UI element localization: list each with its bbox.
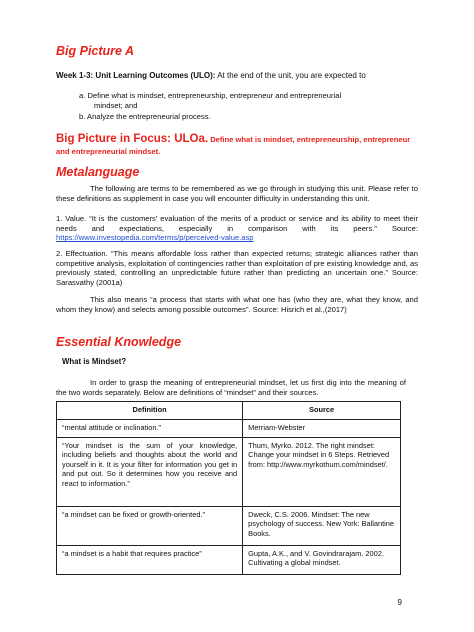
- table-row: [57, 507, 401, 546]
- outcome-a-line1: a. Define what is mindset, entrepreneurship, entrepreneur and entrepreneurial: [79, 91, 342, 100]
- essential-knowledge-heading: Essential Knowledge: [56, 335, 182, 349]
- week-outcomes-line: [56, 71, 418, 81]
- metalanguage-intro: The following are terms to be remembered as we go through in studying this unit. Please refer to these definitions as supplement in case you will encounter difficulty in understanding this unit.: [56, 184, 418, 203]
- source-cell: Merriam-Webster: [243, 420, 401, 438]
- outcome-a-line2: mindset; and: [94, 101, 138, 110]
- table-row: [57, 438, 401, 507]
- header-source: Source: [243, 402, 401, 420]
- focus-small-1: Define what is mindset, entrepreneurship, entrepreneur: [208, 135, 411, 144]
- definition-cell: “a mindset is a habit that requires practice”: [57, 546, 243, 575]
- table-header-row: [57, 402, 401, 420]
- focus-small-2: and entrepreneurial mindset.: [56, 147, 161, 156]
- focus-heading: [56, 129, 426, 156]
- metalanguage-heading: Metalanguage: [56, 165, 140, 179]
- mindset-intro: In order to grasp the meaning of entrepreneurial mindset, let us first dig into the meaning of the two words separately. Below are definitions of “mindset” and their sources.: [56, 378, 406, 397]
- big-picture-heading: Big Picture A: [56, 44, 135, 58]
- outcome-b: b. Analyze the entrepreneurial process.: [79, 112, 211, 121]
- week-text: At the end of the unit, you are expected to: [215, 71, 366, 80]
- definition-cell: “mental attitude or inclination.”: [57, 420, 243, 438]
- definition-cell: “Your mindset is the sum of your knowledge, including beliefs and thoughts about the world and yourself in it. It is your filter for information you get in and put out. So it determines how you receive and react to information.”: [57, 438, 243, 507]
- term-value: [56, 214, 418, 243]
- what-is-mindset-heading: What is Mindset?: [62, 357, 127, 366]
- term-value-text: 1. Value. “It is the customers' evaluation of the merits of a product or service and its ability to meet their needs and expectations, especially in comparison with its peers.” Source:: [56, 214, 418, 233]
- table-row: [57, 420, 401, 438]
- definition-cell: “a mindset can be fixed or growth-oriented.”: [57, 507, 243, 546]
- source-cell: Dweck, C.S. 2006. Mindset: The new psychology of success. New York: Ballantine Books.: [243, 507, 401, 546]
- page-number: 9: [397, 598, 402, 607]
- mindset-definitions-table: [56, 401, 401, 575]
- table-row: [57, 546, 401, 575]
- header-definition: Definition: [57, 402, 243, 420]
- term-effectuation: 2. Effectuation. “This means affordable loss rather than expected returns; strategic alliances rather than competitive analysis, exploitation of contingencies rather than exploitation of pre existing knowledge and, as previously stated, controlling an unpredictable future rather than predicting an uncertain one.” Source: Sarasvathy (2001a): [56, 249, 418, 287]
- source-cell: Gupta, A.K., and V. Govindrarajam. 2002. Cultivating a global mindset.: [243, 546, 401, 575]
- effectuation-continued: This also means “a process that starts with what one has (who they are, what they know, and whom they know) and selects among possible outcomes”. Source: Hisrich et al.,(2017): [56, 295, 418, 314]
- focus-large: Big Picture in Focus: ULOa.: [56, 133, 209, 145]
- investopedia-link[interactable]: https://www.investopedia.com/terms/p/perceived-value.asp: [56, 233, 254, 243]
- source-cell: Thum, Myrko. 2012. The right mindset: Change your mindset in 6 Steps. Retrieved from: http://www.myrkothum.com/mindset/.: [243, 438, 401, 507]
- week-label: Week 1-3: Unit Learning Outcomes (ULO):: [56, 71, 216, 80]
